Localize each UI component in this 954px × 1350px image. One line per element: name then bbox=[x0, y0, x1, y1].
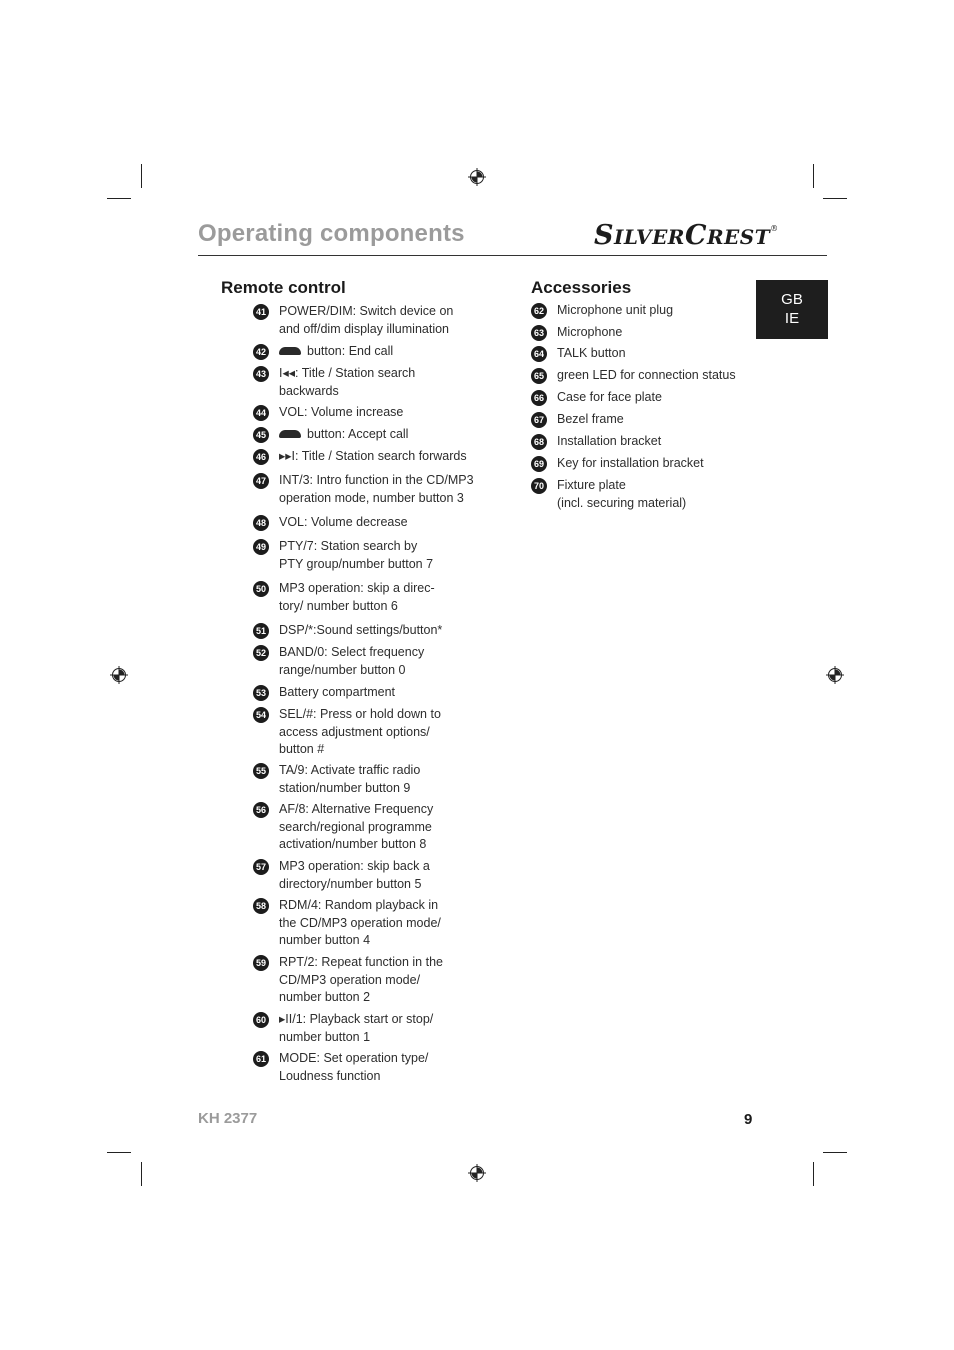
accessories-heading: Accessories bbox=[531, 278, 632, 297]
crop-mark bbox=[141, 164, 142, 188]
logo-letters: ILVER bbox=[614, 225, 685, 249]
item-description: Key for installation bracket bbox=[557, 456, 704, 470]
item-number-badge: 50 bbox=[253, 581, 269, 597]
model-number: KH 2377 bbox=[198, 1110, 258, 1127]
item-number-badge: 53 bbox=[253, 685, 269, 701]
item-description: INT/3: Intro function in the CD/MP3 operation mode, number button 3 bbox=[279, 473, 474, 505]
item-description-wrap bbox=[279, 644, 479, 679]
item-number-badge: 42 bbox=[253, 344, 269, 360]
item-description-wrap bbox=[279, 858, 479, 893]
remote-control-item-53 bbox=[253, 684, 479, 702]
item-number-badge: 56 bbox=[253, 802, 269, 818]
item-description: AF/8: Alternative Frequency search/regional programme activation/number button 8 bbox=[279, 802, 434, 851]
language-tab bbox=[756, 280, 828, 339]
accessories-item-68 bbox=[531, 433, 757, 451]
item-number-badge: 62 bbox=[531, 303, 547, 319]
item-number-badge: 47 bbox=[253, 473, 269, 489]
item-number-badge: 61 bbox=[253, 1051, 269, 1067]
item-number-badge: 41 bbox=[253, 304, 269, 320]
remote-control-item-51 bbox=[253, 622, 479, 640]
item-description-wrap bbox=[557, 367, 757, 385]
item-number-badge: 67 bbox=[531, 412, 547, 428]
remote-control-item-61 bbox=[253, 1050, 479, 1085]
remote-control-item-47 bbox=[253, 472, 479, 507]
item-number-badge: 49 bbox=[253, 539, 269, 555]
item-description: DSP/*:Sound settings/button* bbox=[279, 623, 443, 637]
remote-control-item-58 bbox=[253, 897, 479, 950]
item-description: Bezel frame bbox=[557, 412, 624, 426]
item-description: TA/9: Activate traffic radio station/number button 9 bbox=[279, 763, 421, 795]
crop-mark bbox=[107, 198, 131, 199]
item-description: Case for face plate bbox=[557, 390, 662, 404]
item-description: VOL: Volume increase bbox=[279, 405, 404, 419]
item-description: I◂◂: Title / Station search backwards bbox=[279, 366, 416, 398]
item-description: MP3 operation: skip a direc- tory/ number button 6 bbox=[279, 581, 435, 613]
item-description: Installation bracket bbox=[557, 434, 662, 448]
item-number-badge: 58 bbox=[253, 898, 269, 914]
item-number-badge: 59 bbox=[253, 955, 269, 971]
accessories-item-67 bbox=[531, 411, 757, 429]
item-description-wrap bbox=[557, 477, 757, 512]
page-number: 9 bbox=[744, 1111, 753, 1128]
item-description: BAND/0: Select frequency range/number button 0 bbox=[279, 645, 425, 677]
item-description-wrap bbox=[279, 954, 479, 1007]
remote-control-item-60 bbox=[253, 1011, 479, 1046]
accessories-item-64 bbox=[531, 345, 757, 363]
page-title: Operating components bbox=[198, 220, 465, 247]
accessories-item-63 bbox=[531, 324, 757, 342]
logo-letter: C bbox=[684, 220, 707, 251]
item-number-badge: 51 bbox=[253, 623, 269, 639]
item-description-wrap bbox=[279, 538, 479, 573]
registration-mark-icon bbox=[468, 1164, 486, 1182]
accessories-item-65 bbox=[531, 367, 757, 385]
item-description: green LED for connection status bbox=[557, 368, 736, 382]
item-description-wrap bbox=[557, 455, 757, 473]
remote-control-item-41 bbox=[253, 303, 479, 338]
item-description-wrap bbox=[557, 411, 757, 429]
item-description-wrap bbox=[279, 801, 479, 854]
accessories-item-66 bbox=[531, 389, 757, 407]
logo-letter: S bbox=[594, 220, 614, 251]
item-description-wrap bbox=[279, 448, 479, 466]
item-number-badge: 55 bbox=[253, 763, 269, 779]
registration-mark-icon bbox=[468, 168, 486, 186]
item-description-wrap bbox=[279, 472, 479, 507]
item-description-wrap bbox=[279, 622, 479, 640]
crop-mark bbox=[813, 1162, 814, 1186]
silvercrest-logo bbox=[594, 220, 779, 251]
registration-mark-icon bbox=[110, 666, 128, 684]
item-description-wrap bbox=[557, 389, 757, 407]
crop-mark bbox=[141, 1162, 142, 1186]
item-description: MP3 operation: skip back a directory/number button 5 bbox=[279, 859, 430, 891]
item-description-wrap bbox=[279, 1050, 479, 1085]
item-description-wrap bbox=[279, 365, 479, 400]
item-number-badge: 64 bbox=[531, 346, 547, 362]
header-rule bbox=[198, 255, 827, 256]
remote-control-item-48 bbox=[253, 514, 479, 532]
accessories-item-62 bbox=[531, 302, 757, 320]
remote-control-item-54 bbox=[253, 706, 479, 759]
item-description: Microphone bbox=[557, 325, 623, 339]
remote-control-item-57 bbox=[253, 858, 479, 893]
item-number-badge: 57 bbox=[253, 859, 269, 875]
item-description: ▸II/1: Playback start or stop/ number button 1 bbox=[279, 1012, 434, 1044]
item-description: Fixture plate (incl. securing material) bbox=[557, 478, 687, 510]
item-description-wrap bbox=[279, 706, 479, 759]
language-code-gb: GB bbox=[781, 291, 803, 308]
item-description: Battery compartment bbox=[279, 685, 396, 699]
item-description: POWER/DIM: Switch device on and off/dim display illumination bbox=[279, 304, 454, 336]
item-description: MODE: Set operation type/ Loudness function bbox=[279, 1051, 429, 1083]
item-description: PTY/7: Station search by PTY group/number button 7 bbox=[279, 539, 434, 571]
accessories-item-69 bbox=[531, 455, 757, 473]
item-description: ▸▸I: Title / Station search forwards bbox=[279, 449, 467, 463]
item-description-wrap bbox=[279, 1011, 479, 1046]
item-number-badge: 70 bbox=[531, 478, 547, 494]
item-description-wrap bbox=[557, 324, 757, 342]
item-description: button: End call bbox=[307, 344, 394, 358]
item-number-badge: 66 bbox=[531, 390, 547, 406]
item-description-wrap bbox=[279, 580, 479, 615]
remote-control-item-50 bbox=[253, 580, 479, 615]
item-description-wrap bbox=[279, 514, 479, 532]
item-description-wrap bbox=[279, 303, 479, 338]
logo-letters: REST bbox=[706, 225, 771, 249]
item-number-badge: 68 bbox=[531, 434, 547, 450]
item-description-wrap bbox=[279, 762, 479, 797]
item-description: VOL: Volume decrease bbox=[279, 515, 408, 529]
item-number-badge: 45 bbox=[253, 427, 269, 443]
item-description: RDM/4: Random playback in the CD/MP3 operation mode/ number button 4 bbox=[279, 898, 441, 947]
remote-control-item-52 bbox=[253, 644, 479, 679]
accept-call-phone-icon bbox=[279, 430, 301, 438]
item-number-badge: 60 bbox=[253, 1012, 269, 1028]
remote-control-item-43 bbox=[253, 365, 479, 400]
remote-control-heading: Remote control bbox=[221, 278, 346, 297]
item-number-badge: 48 bbox=[253, 515, 269, 531]
item-description-wrap bbox=[279, 897, 479, 950]
item-description: Microphone unit plug bbox=[557, 303, 674, 317]
accessories-item-70 bbox=[531, 477, 757, 512]
hang-up-phone-icon bbox=[279, 347, 301, 355]
item-number-badge: 52 bbox=[253, 645, 269, 661]
remote-control-item-59 bbox=[253, 954, 479, 1007]
item-number-badge: 69 bbox=[531, 456, 547, 472]
registered-mark: ® bbox=[770, 224, 779, 233]
item-description-wrap bbox=[279, 684, 479, 702]
crop-mark bbox=[107, 1152, 131, 1153]
crop-mark bbox=[823, 1152, 847, 1153]
item-number-badge: 65 bbox=[531, 368, 547, 384]
remote-control-item-44 bbox=[253, 404, 479, 422]
crop-mark bbox=[823, 198, 847, 199]
item-description: TALK button bbox=[557, 346, 626, 360]
remote-control-item-55 bbox=[253, 762, 479, 797]
item-number-badge: 43 bbox=[253, 366, 269, 382]
item-description-wrap bbox=[279, 343, 479, 361]
remote-control-item-49 bbox=[253, 538, 479, 573]
item-description-wrap bbox=[557, 433, 757, 451]
remote-control-item-45 bbox=[253, 426, 479, 444]
remote-control-item-42 bbox=[253, 343, 479, 361]
item-number-badge: 54 bbox=[253, 707, 269, 723]
item-description-wrap bbox=[557, 302, 757, 320]
item-description-wrap bbox=[279, 404, 479, 422]
registration-mark-icon bbox=[826, 666, 844, 684]
remote-control-item-46 bbox=[253, 448, 479, 466]
item-description-wrap bbox=[279, 426, 479, 444]
item-description: RPT/2: Repeat function in the CD/MP3 operation mode/ number button 2 bbox=[279, 955, 443, 1004]
item-number-badge: 46 bbox=[253, 449, 269, 465]
item-number-badge: 63 bbox=[531, 325, 547, 341]
item-description: SEL/#: Press or hold down to access adjustment options/ button # bbox=[279, 707, 441, 756]
crop-mark bbox=[813, 164, 814, 188]
language-code-ie: IE bbox=[784, 310, 800, 327]
item-description-wrap bbox=[557, 345, 757, 363]
remote-control-item-56 bbox=[253, 801, 479, 854]
item-description: button: Accept call bbox=[307, 427, 409, 441]
item-number-badge: 44 bbox=[253, 405, 269, 421]
